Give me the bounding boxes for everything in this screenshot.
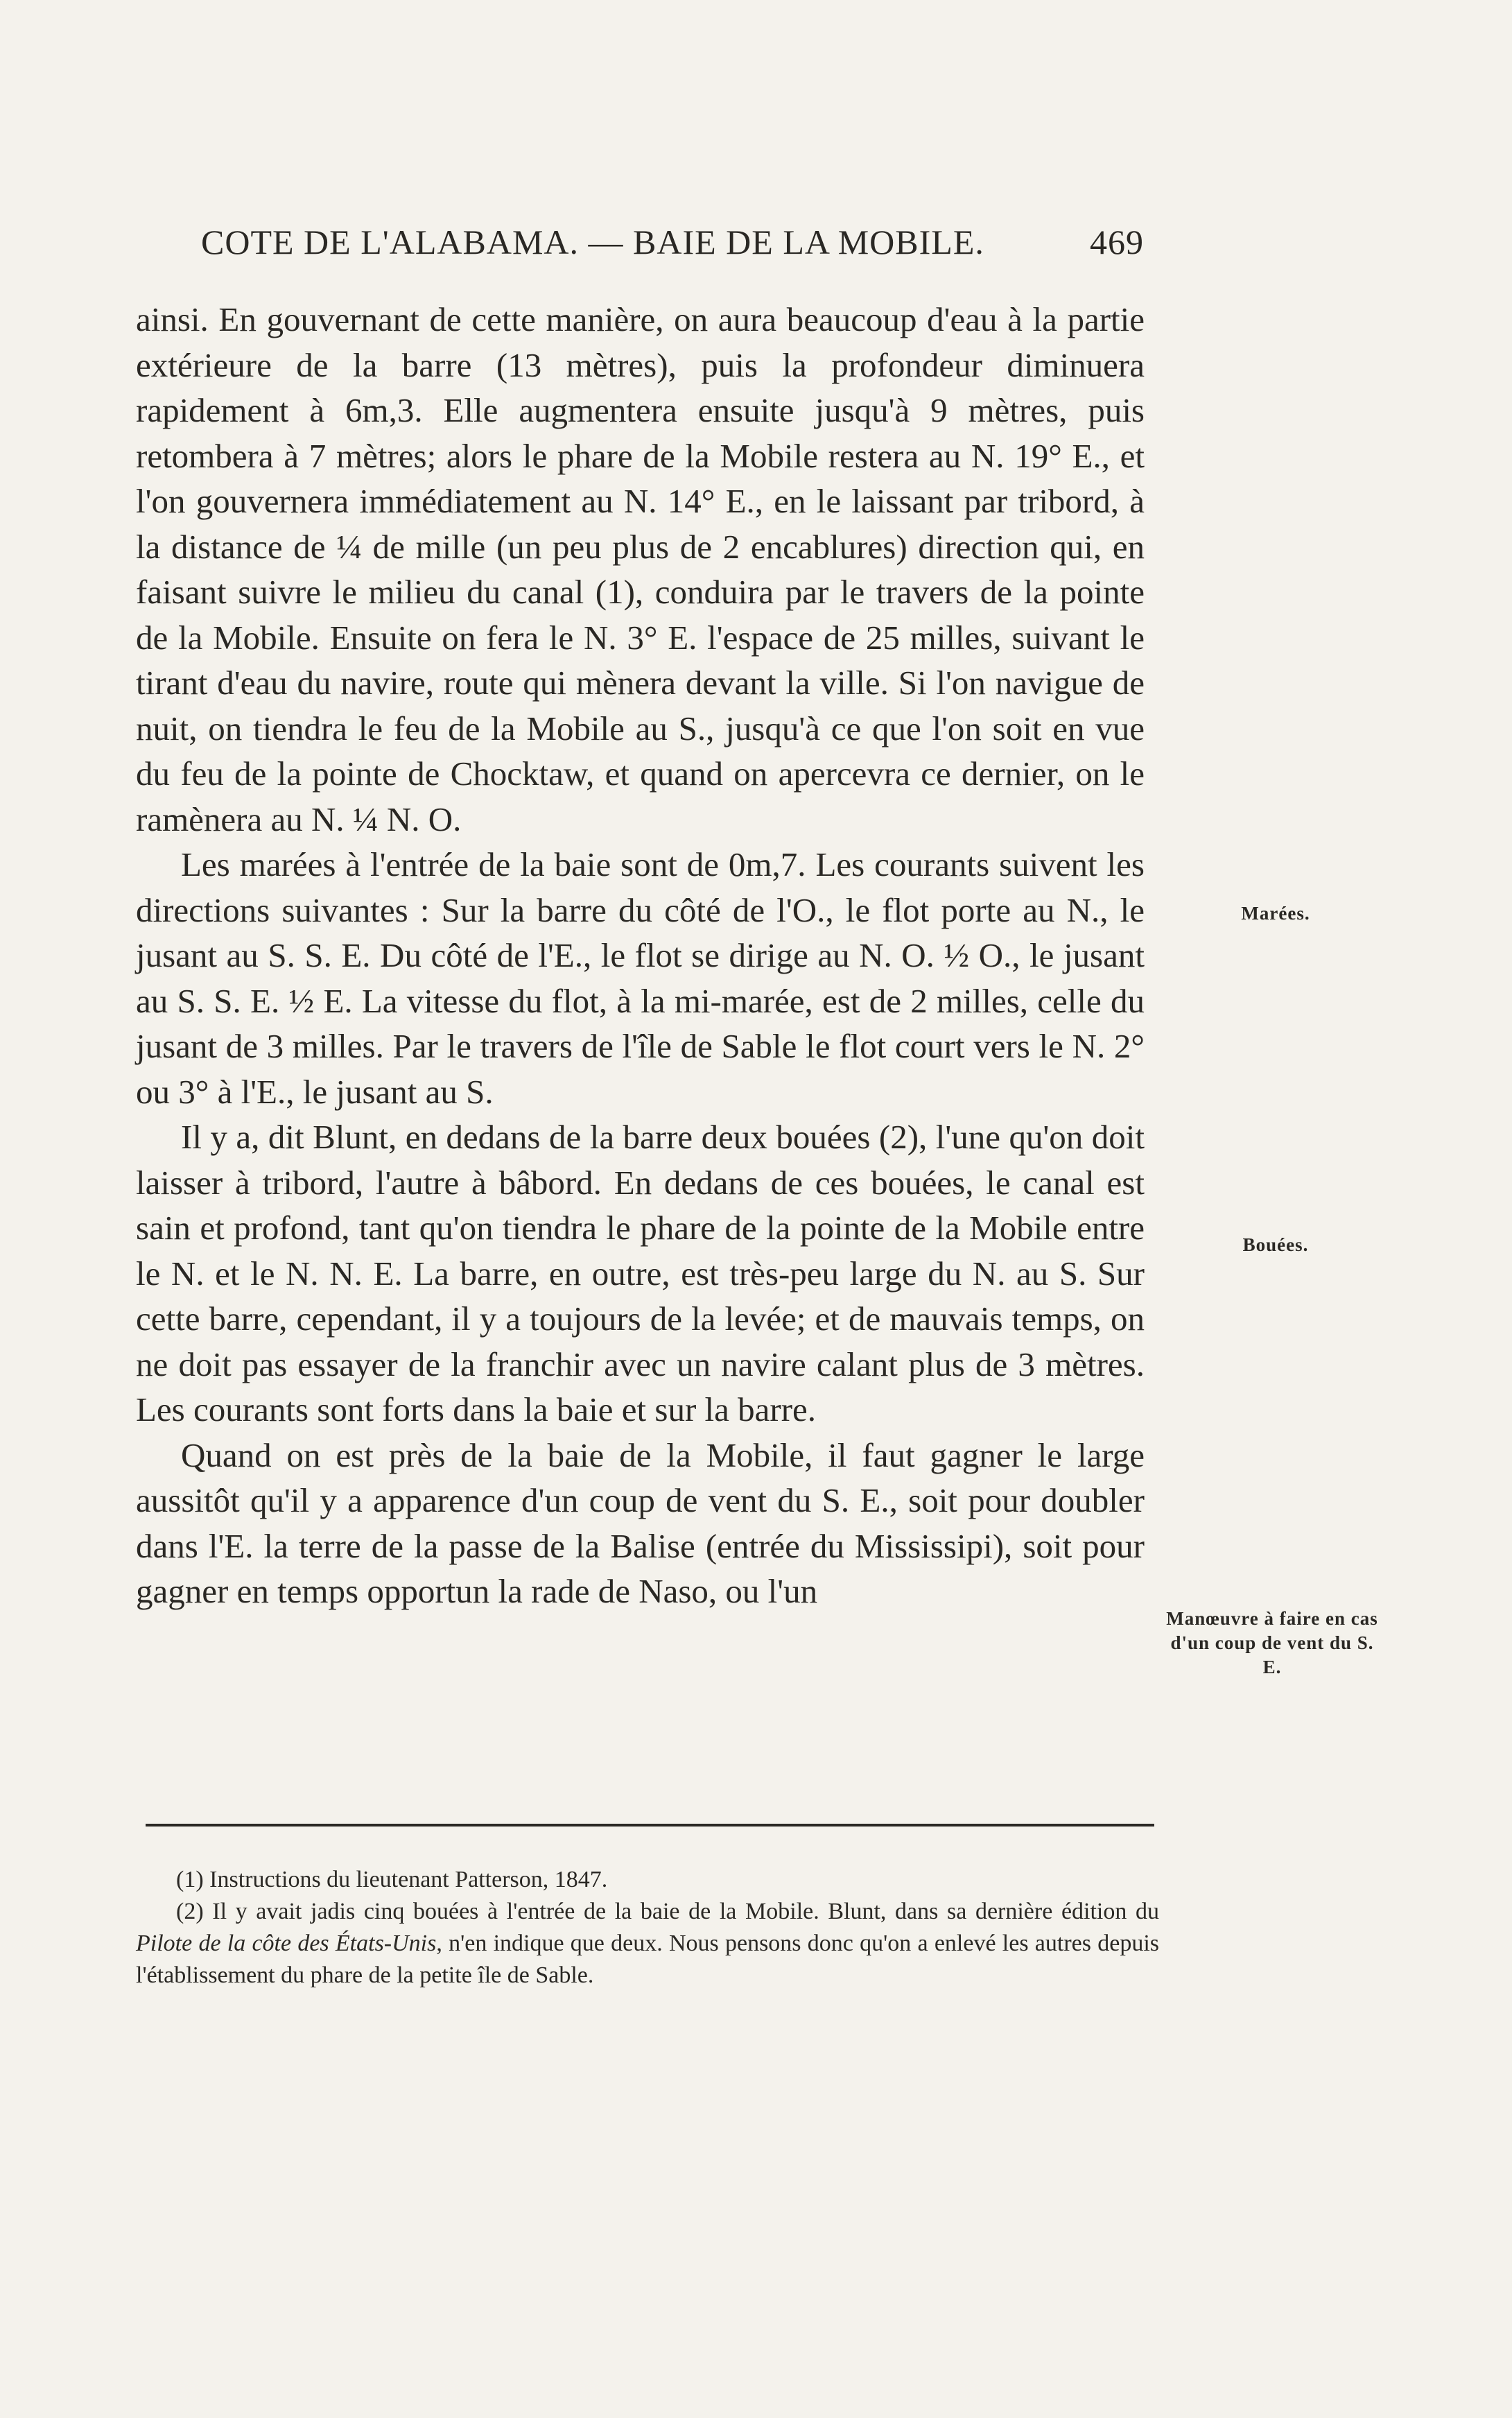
main-text: [136, 297, 1145, 1614]
footnote-1: (1) Instructions du lieutenant Patterson, 1847.: [176, 1867, 608, 1892]
margin-note-marees: Marées.: [1241, 903, 1310, 924]
running-header: [201, 222, 1144, 262]
paragraph-1: ainsi. En gouvernant de cette manière, on aura beaucoup d'eau à la partie extérieure de la barre (13 mètres), puis la profondeur diminuera rapidement à 6m,3. Elle augmentera ensuite jusqu'à 9 mètres, puis retombera à 7 mètres; alors le phare de la Mobile restera au N. 19° E., et l'on gouvernera immédiatement au N. 14° E., en le laissant par tribord, à la distance de ¼ de mille (un peu plus de 2 encablures) direction qui, en faisant suivre le milieu du canal (1), conduira par le travers de la pointe de la Mobile. Ensuite on fera le N. 3° E. l'espace de 25 milles, suivant le tirant d'eau du navire, route qui mènera devant la ville. Si l'on navigue de nuit, on tiendra le feu de la Mobile au S., jusqu'à ce que l'on soit en vue du feu de la pointe de Chocktaw, et quand on apercevra ce dernier, on le ramènera au N. ¼ N. O.: [136, 300, 1145, 838]
footnote-2-title: Pilote de la côte des États-Unis: [136, 1931, 437, 1956]
footnote-rule: [146, 1824, 1154, 1827]
paragraph-2: Les marées à l'entrée de la baie sont de 0m,7. Les courants suivent les directions suivantes : Sur la barre du côté de l'O., le flot porte au N., le jusant au S. S. E. Du côté de l'E., le flot se dirige au N. O. ½ O., le jusant au S. S. E. ½ E. La vitesse du flot, à la mi-marée, est de 2 milles, celle du jusant de 3 milles. Par le travers de l'île de Sable le flot court vers le N. 2° ou 3° à l'E., le jusant au S.: [136, 845, 1145, 1111]
margin-note-manoeuvre: Manœuvre à faire en cas d'un coup de vent du S. E.: [1166, 1608, 1378, 1677]
paragraph-3: Il y a, dit Blunt, en dedans de la barre deux bouées (2), l'une qu'on doit laisser à tribord, l'autre à bâbord. En dedans de ces bouées, le canal est sain et profond, tant qu'on tiendra le phare de la pointe de la Mobile entre le N. et le N. N. E. La barre, en outre, est très-peu large du N. au S. Sur cette barre, cependant, il y a toujours de la levée; et de mauvais temps, on ne doit pas essayer de la franchir avec un navire calant plus de 3 mètres. Les courants sont forts dans la baie et sur la barre.: [136, 1118, 1145, 1428]
running-title: COTE DE L'ALABAMA. — BAIE DE LA MOBILE.: [201, 223, 984, 261]
footnote-2-start: (2) Il y avait jadis cinq bouées à l'entrée de la baie de la Mobile. Blunt, dans sa dernière édition du: [176, 1899, 1159, 1924]
paragraph-4: Quand on est près de la baie de la Mobile, il faut gagner le large aussitôt qu'il y a apparence d'un coup de vent du S. E., soit pour doubler dans l'E. la terre de la passe de la Balise (entrée du Mississipi), soit pour gagner en temps opportun la rade de Naso, ou l'un: [136, 1435, 1145, 1610]
page-number: 469: [1090, 223, 1144, 261]
footnote-2: [136, 1896, 1159, 1992]
footnote-2-end: , n'en indique que deux. Nous pensons donc qu'on a enlevé les autres depuis l'établissement du phare de la petite île de Sable.: [136, 1931, 1159, 1988]
margin-note-bouees: Bouées.: [1242, 1234, 1309, 1255]
footnotes: [136, 1864, 1159, 1992]
